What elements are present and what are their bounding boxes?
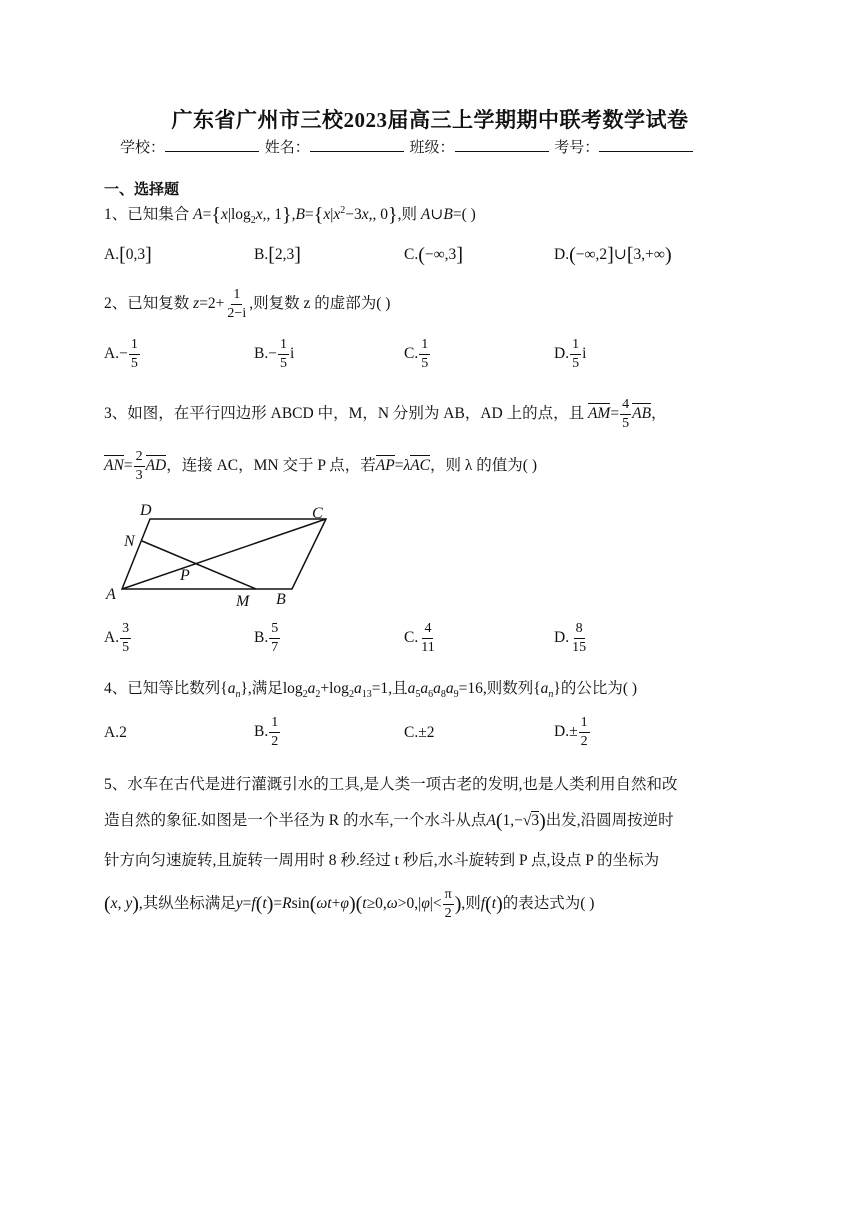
- q2-option-d[interactable]: D. $\frac{1}{5}$ i: [554, 337, 587, 371]
- question-3-line-1: 3、如图，在平行四边形 ABCD 中，M，N 分别为 AB，AD 上的点，且 AM= $\frac{4}{5}$ AB，: [104, 397, 667, 431]
- q3-option-b[interactable]: B. $\frac{5}{7}$: [254, 621, 279, 655]
- q4-option-b[interactable]: B. $\frac{1}{2}$: [254, 715, 279, 749]
- label-c: C: [312, 505, 323, 522]
- exam-no-label: 考号：: [554, 140, 600, 156]
- q3-option-d[interactable]: D. $\frac{8}{15}$: [554, 621, 587, 655]
- q1-option-d[interactable]: D.(−∞,2]∪[3,+∞): [554, 244, 672, 266]
- question-5-line-4: (x, y),其纵坐标满足y=f(t)=Rsin(ωt+φ)(t≥0,ω>0,|φ|< $\frac{\pi}{2}$ ),则f(t)的表达式为( ): [104, 887, 595, 921]
- label-m: M: [236, 593, 250, 610]
- diagonal-ac: [122, 519, 326, 589]
- q2-option-b[interactable]: B.− $\frac{1}{5}$ i: [254, 337, 295, 371]
- question-4: 4、已知等比数列$\{a_n\}$,满足$\log_2a_2+\log_2a_{13}=1$,且$a_5a_6a_8a_9=16$,则数列$\{a_n\}$的公比为( ): [104, 680, 638, 701]
- q1-option-a[interactable]: A.[0,3]: [104, 244, 152, 266]
- question-3-line-2: AN= $\frac{2}{3}$ AD，连接 AC，MN 交于 P 点，若AP=λAC，则 λ 的值为( ): [104, 449, 537, 483]
- section-heading: 一、选择题: [104, 182, 180, 198]
- label-d: D: [140, 502, 152, 519]
- q4-option-c[interactable]: C.±2: [404, 724, 435, 741]
- question-5-line-2: 造自然的象征.如图是一个半径为 R 的水车,一个水斗从点A(1,−√3)出发,沿圆周按逆时: [104, 809, 674, 832]
- question-5-line-3: 针方向匀速旋转,且旋转一周用时 8 秒.经过 t 秒后,水斗旋转到 P 点,设点 P 的坐标为: [104, 852, 660, 869]
- label-n: N: [124, 533, 135, 550]
- class-label: 班级：: [409, 140, 455, 156]
- question-1: 1、已知集合 $A=\{x|\log_2x$,, $1\},B=\{x|x^2-3x$,, 0},则 A∪B=( ): [104, 203, 476, 227]
- q1-option-b[interactable]: B.[2,3]: [254, 244, 301, 266]
- question-5-line-1: 5、水车在古代是进行灌溉引水的工具,是人类一项古老的发明,也是人类利用自然和改: [104, 776, 678, 793]
- q2-option-c[interactable]: C. $\frac{1}{5}$: [404, 337, 429, 371]
- student-info-row: [120, 136, 695, 157]
- exam-no-blank[interactable]: [599, 137, 693, 152]
- q3-option-a[interactable]: A. $\frac{3}{5}$: [104, 621, 130, 655]
- q4-option-d[interactable]: D.± $\frac{1}{2}$: [554, 715, 588, 749]
- school-label: 学校：: [120, 140, 166, 156]
- question-2: 2、已知复数 z=2+ $\frac{1}{2-i}$ ,则复数 z 的虚部为( ): [104, 287, 391, 321]
- page-title: 广东省广州市三校2023届高三上学期期中联考数学试卷: [171, 108, 689, 132]
- school-blank[interactable]: [165, 137, 259, 152]
- name-label: 姓名：: [264, 140, 310, 156]
- q2-option-a[interactable]: A.− $\frac{1}{5}$: [104, 337, 138, 371]
- name-blank[interactable]: [310, 137, 404, 152]
- parallelogram-diagram: [100, 498, 340, 613]
- q1-option-c[interactable]: C.(−∞,3]: [404, 244, 463, 266]
- q4-option-a[interactable]: A.2: [104, 724, 127, 741]
- q3-option-c[interactable]: C. $\frac{4}{11}$: [404, 621, 435, 655]
- class-blank[interactable]: [455, 137, 549, 152]
- label-a: A: [106, 586, 116, 603]
- label-b: B: [276, 591, 286, 608]
- label-p: P: [180, 567, 190, 584]
